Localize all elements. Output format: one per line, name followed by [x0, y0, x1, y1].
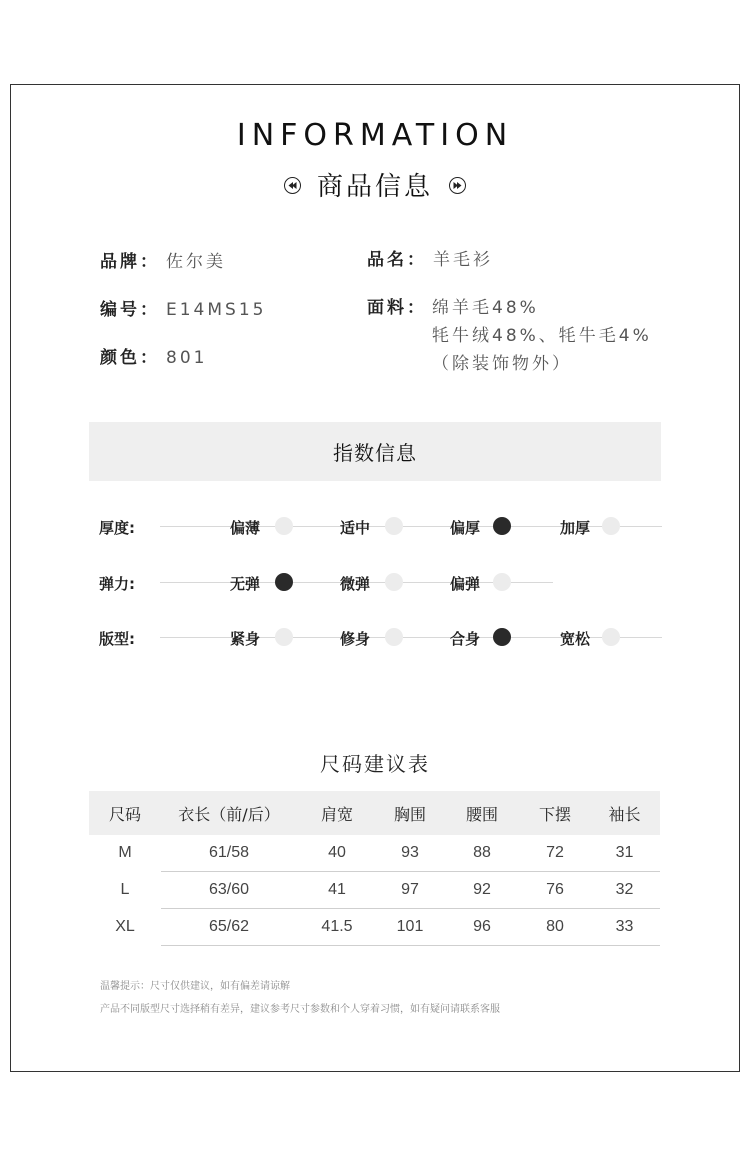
index-dot	[493, 573, 511, 591]
index-dot	[385, 573, 403, 591]
index-dot	[385, 517, 403, 535]
index-dot-selected	[493, 628, 511, 646]
index-option-label: 偏厚	[450, 519, 481, 537]
table-cell: 31	[589, 835, 660, 872]
table-row	[89, 835, 660, 872]
fabric-label: 面料：	[367, 298, 427, 318]
table-cell: 101	[377, 909, 443, 946]
table-cell: 92	[443, 872, 521, 909]
size-table-title: 尺码建议表	[320, 752, 430, 776]
fabric-info	[367, 293, 427, 318]
color-info	[100, 343, 207, 368]
index-option-label: 偏弹	[450, 575, 481, 593]
size-table-header: 肩宽	[297, 791, 377, 835]
product-name-label: 品名：	[367, 250, 427, 270]
arrow-left-icon	[284, 177, 301, 194]
table-cell: 96	[443, 909, 521, 946]
table-cell: M	[118, 844, 132, 862]
index-option-label: 偏薄	[230, 519, 261, 537]
title-chinese-text: 商品信息	[316, 172, 433, 202]
index-dot	[602, 517, 620, 535]
index-dot	[602, 628, 620, 646]
table-cell: 72	[521, 835, 589, 872]
table-row	[89, 872, 660, 909]
table-cell: 41.5	[297, 909, 377, 946]
table-cell: 76	[521, 872, 589, 909]
index-scale-line	[620, 637, 662, 638]
table-cell: 97	[377, 872, 443, 909]
table-row	[89, 909, 660, 946]
index-option-label: 宽松	[560, 630, 591, 648]
title-english: INFORMATION	[236, 118, 514, 153]
size-table-header: 衣长（前/后）	[161, 791, 297, 835]
fabric-line-2: 牦牛绒48%、牦牛毛4%	[432, 326, 652, 346]
table-cell: 33	[589, 909, 660, 946]
brand-label: 品牌：	[100, 252, 160, 272]
table-cell: 63/60	[161, 872, 297, 909]
color-label: 颜色：	[100, 348, 160, 368]
table-cell: XL	[115, 918, 135, 935]
table-cell: L	[120, 881, 130, 898]
table-cell: 40	[297, 835, 377, 872]
table-cell: 80	[521, 909, 589, 946]
index-dot	[275, 517, 293, 535]
index-row-label: 版型:	[99, 630, 135, 648]
index-option-label: 无弹	[230, 575, 261, 593]
code-label: 编号：	[100, 300, 160, 320]
color-value: 801	[166, 348, 208, 368]
note-line-1: 温馨提示：尺寸仅供建议，如有偏差请谅解	[100, 981, 290, 992]
index-option-label: 修身	[340, 630, 371, 648]
table-cell: 65/62	[161, 909, 297, 946]
index-scale-line	[293, 637, 385, 638]
index-option-label: 微弹	[340, 575, 371, 593]
size-table-header: 下摆	[521, 791, 589, 835]
table-cell: 32	[589, 872, 660, 909]
size-table-header: 胸围	[377, 791, 443, 835]
arrow-right-icon	[449, 177, 466, 194]
index-dot	[385, 628, 403, 646]
index-row-label: 厚度:	[99, 519, 135, 537]
size-table-header-row	[89, 791, 660, 835]
table-cell: 88	[443, 835, 521, 872]
size-table-header: 袖长	[589, 791, 660, 835]
index-section-banner: 指数信息	[89, 422, 661, 481]
index-option-label: 紧身	[230, 630, 261, 648]
index-row-label: 弹力:	[99, 575, 135, 593]
note-line-2: 产品不同版型尺寸选择稍有差异，建议参考尺寸参数和个人穿着习惯，如有疑问请联系客服	[100, 1004, 500, 1015]
index-dot	[275, 628, 293, 646]
product-name-value: 羊毛衫	[433, 250, 493, 270]
brand-value: 佐尔美	[166, 252, 226, 272]
index-scale-line	[511, 582, 553, 583]
fabric-line-1: 绵羊毛48%	[432, 298, 539, 318]
table-cell: 93	[377, 835, 443, 872]
size-table-header: 尺码	[89, 791, 161, 835]
index-scale-line	[293, 526, 385, 527]
code-info	[100, 295, 266, 320]
index-dot-selected	[493, 517, 511, 535]
index-option-label: 合身	[450, 630, 481, 648]
index-option-label: 适中	[340, 519, 371, 537]
product-name-info	[367, 245, 493, 270]
title-chinese	[0, 166, 750, 203]
index-scale-line	[293, 582, 385, 583]
table-cell: 61/58	[161, 835, 297, 872]
code-value: E14MS15	[166, 300, 267, 320]
index-option-label: 加厚	[560, 519, 591, 537]
size-table-header: 腰围	[443, 791, 521, 835]
index-scale-line	[620, 526, 662, 527]
table-cell: 41	[297, 872, 377, 909]
brand-info	[100, 247, 226, 272]
fabric-line-3: （除装饰物外）	[432, 354, 572, 374]
index-dot-selected	[275, 573, 293, 591]
size-table	[89, 791, 660, 946]
